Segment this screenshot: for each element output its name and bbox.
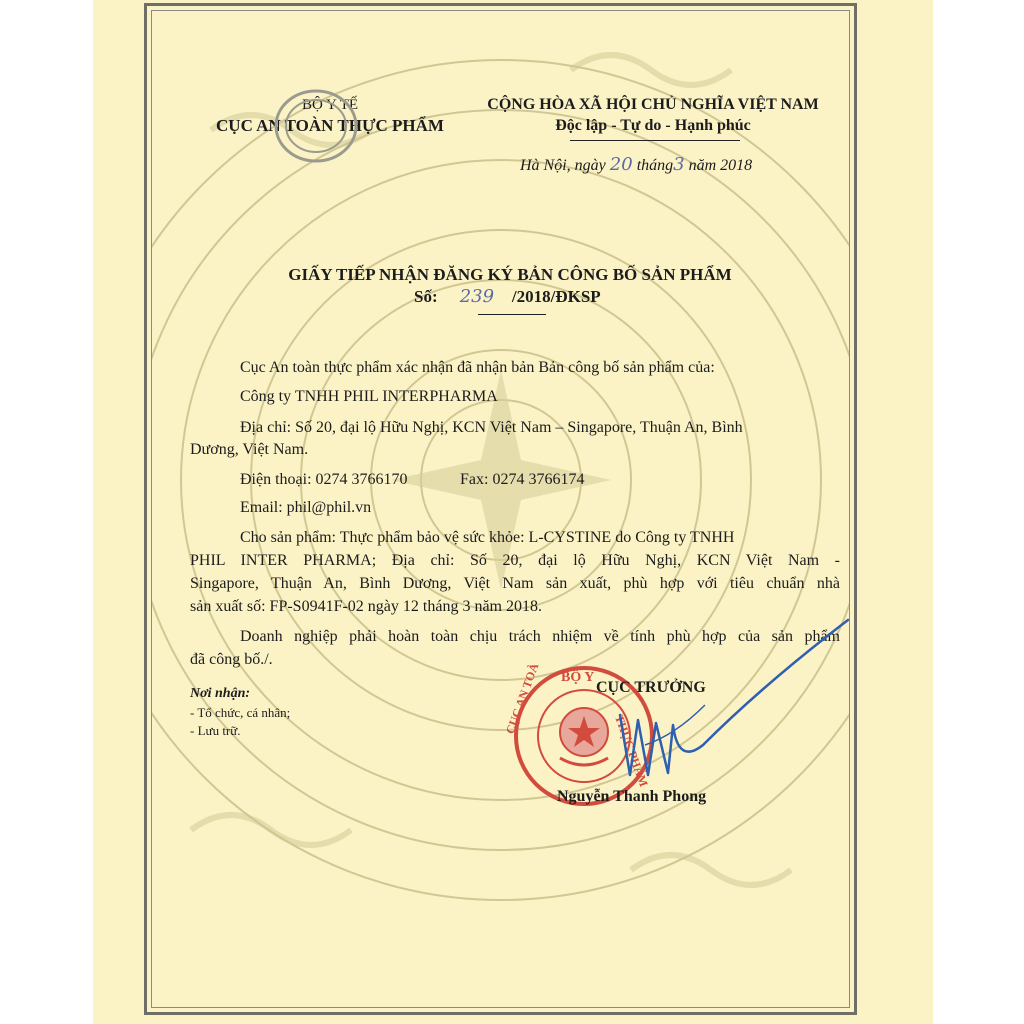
intro-text: Cục An toàn thực phẩm xác nhận đã nhận bản Bản công bố sản phẩm của: (240, 359, 715, 376)
email-address: Email: phil@phil.vn (240, 499, 372, 516)
date-year: năm 2018 (688, 157, 753, 174)
issue-date (520, 155, 752, 176)
document-title: GIẤY TIẾP NHẬN ĐĂNG KÝ BẢN CÔNG BỐ SẢN PHẨM (288, 265, 732, 284)
number-label: Số: (414, 287, 438, 306)
signatory-name: Nguyễn Thanh Phong (557, 788, 707, 805)
product-line-2: PHIL INTER PHARMA; Địa chỉ: Số 20, đại lộ Hữu Nghị, KCN Việt Nam - (190, 552, 840, 569)
responsibility-line-1: Doanh nghiệp phải hoàn toàn chịu trách nhiệm về tính phù hợp của sản phẩm (240, 628, 840, 645)
handwritten-signature (600, 605, 850, 785)
ministry-name: BỘ Y TẾ (301, 97, 359, 113)
date-day: 20 (609, 154, 633, 175)
document-number (414, 287, 601, 307)
signatory-title: CỤC TRƯỞNG (596, 679, 706, 696)
title-underline (478, 314, 546, 315)
number-suffix: /2018/ĐKSP (511, 287, 601, 306)
address-line-1: Địa chỉ: Số 20, đại lộ Hữu Nghị, KCN Việt Nam – Singapore, Thuận An, Bình (240, 419, 743, 436)
product-line-1: Cho sản phẩm: Thực phẩm bảo vệ sức khỏe: L-CYSTINE do Công ty TNHH (240, 529, 735, 546)
motto-underline (570, 140, 740, 141)
national-motto: Độc lập - Tự do - Hạnh phúc (555, 117, 751, 134)
company-name: Công ty TNHH PHIL INTERPHARMA (240, 388, 498, 405)
recipient-item: - Tổ chức, cá nhân; (190, 705, 291, 720)
agency-name: CỤC AN TOÀN THỰC PHẨM (216, 116, 444, 135)
country-name: CỘNG HÒA XÃ HỘI CHỦ NGHĨA VIỆT NAM (487, 96, 819, 113)
recipients-label: Nơi nhận: (190, 686, 251, 701)
seal-text-top: BỘ Y (561, 670, 595, 685)
date-prefix: Hà Nội, ngày (520, 157, 606, 174)
number-value: 239 (459, 286, 495, 307)
recipient-item: - Lưu trữ. (190, 723, 241, 738)
phone-number: Điện thoại: 0274 3766170 (240, 471, 408, 488)
product-line-4: sản xuất số: FP-S0941F-02 ngày 12 tháng 3 năm 2018. (190, 598, 542, 615)
fax-number: Fax: 0274 3766174 (460, 471, 585, 488)
agency-logo (271, 86, 361, 166)
responsibility-line-2: đã công bố./. (190, 651, 273, 668)
date-month: 3 (673, 154, 685, 175)
address-line-2: Dương, Việt Nam. (190, 441, 309, 458)
date-month-label: tháng (636, 157, 674, 174)
product-line-3: Singapore, Thuận An, Bình Dương, Việt Nam sản xuất, phù hợp với tiêu chuẩn nhà (190, 575, 840, 592)
seal-text-right: THỰC PHẨM (612, 713, 651, 789)
seal-text-left: CỤC AN TOÀ (502, 661, 542, 736)
